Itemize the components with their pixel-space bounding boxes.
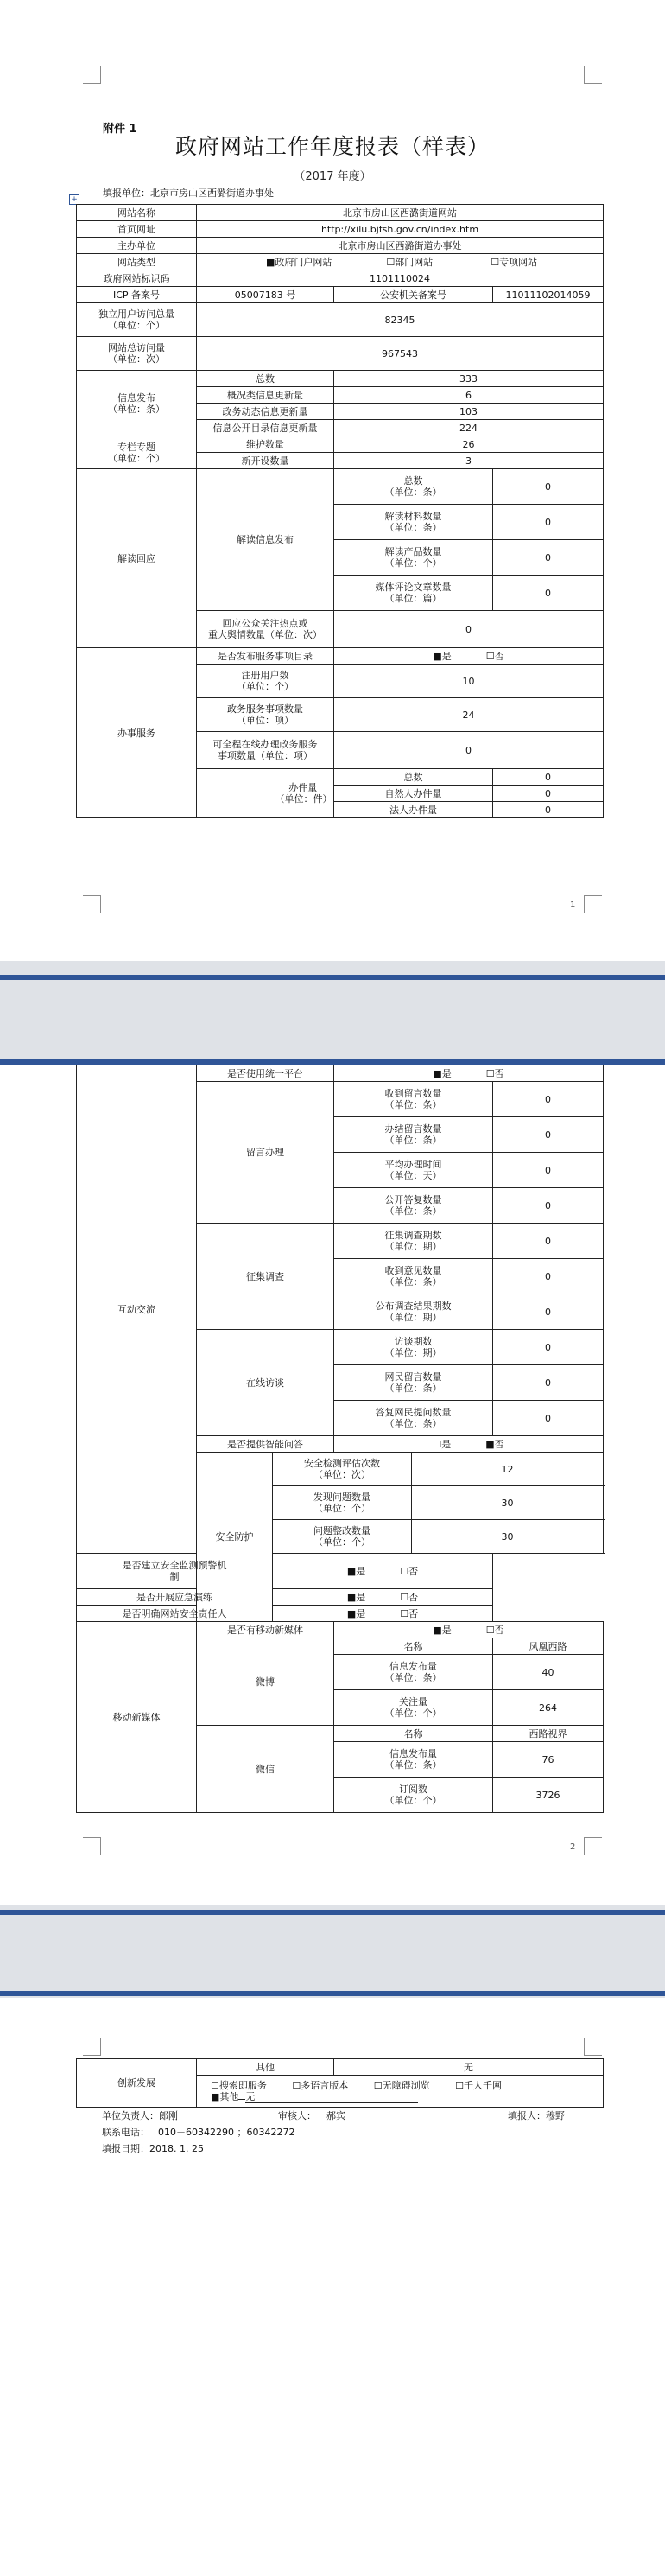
- section-info-release: 信息发布 （单位：条）: [77, 371, 197, 436]
- monitor-choice: [273, 1554, 493, 1589]
- crop-mark: [83, 1837, 101, 1855]
- section-columns: 专栏专题 （单位：个）: [77, 436, 197, 469]
- columns-new: 3: [334, 453, 604, 469]
- reviewer-name: 郝宾: [326, 2110, 345, 2121]
- section-interpret: 解读回应: [77, 469, 197, 648]
- search-service-checkbox[interactable]: ☐搜索即服务: [211, 2079, 267, 2091]
- yes-checkbox[interactable]: ☐是: [433, 1438, 452, 1450]
- survey-count: 0: [493, 1224, 604, 1259]
- msg-avg-time: 0: [493, 1153, 604, 1188]
- cell-label: 是否开展应急演练: [77, 1589, 273, 1606]
- cell-label: 关注量 （单位：个）: [334, 1690, 493, 1726]
- no-checkbox[interactable]: ☐否: [400, 1607, 419, 1619]
- page-separator: [0, 975, 665, 980]
- weibo-name: 凤凰西路: [493, 1638, 604, 1655]
- cell-label: 总数: [334, 769, 493, 786]
- info-total: 333: [334, 371, 604, 387]
- service-online: 0: [334, 732, 604, 769]
- talk-questions: 0: [493, 1365, 604, 1401]
- survey-opinions: 0: [493, 1259, 604, 1294]
- cell-label: 可全程在线办理政务服务 事项数量（单位：项）: [197, 732, 334, 769]
- police-number: 11011102014059: [493, 287, 604, 303]
- cell-label: 信息发布量 （单位：条）: [334, 1742, 493, 1778]
- cell-label: 解读材料数量 （单位：条）: [334, 505, 493, 540]
- report-table-2: [76, 1065, 604, 1813]
- head-name: 郎刚: [159, 2110, 178, 2121]
- cell-label: 答复网民提问数量 （单位：条）: [334, 1401, 493, 1436]
- handle-total: 0: [493, 769, 604, 786]
- yes-checkbox[interactable]: ■是: [346, 1607, 366, 1619]
- info-open: 224: [334, 420, 604, 436]
- security-fixed: 30: [412, 1520, 604, 1554]
- cell-label: 政务服务事项数量 （单位：项）: [197, 698, 334, 732]
- wechat-label: 微信: [197, 1726, 334, 1813]
- cell-label: 概况类信息更新量: [197, 387, 334, 404]
- crop-mark: [584, 66, 602, 84]
- cell-label: 订阅数 （单位：个）: [334, 1778, 493, 1813]
- page-separator: [0, 1991, 665, 1996]
- phone-value: 010－60342290 ；60342272: [158, 2127, 295, 2138]
- cell-label: 名称: [334, 1726, 493, 1742]
- cell-label: 网站名称: [77, 205, 197, 221]
- no-checkbox[interactable]: ☐否: [485, 650, 504, 662]
- cell-label: 是否有移动新媒体: [197, 1622, 334, 1638]
- page-title: 政府网站工作年度报表（样表）: [174, 134, 490, 159]
- page-1: [0, 0, 665, 961]
- cell-label: 网站类型: [77, 254, 197, 270]
- wechat-name: 西路视界: [493, 1726, 604, 1742]
- interpret-product: 0: [493, 540, 604, 576]
- cell-label: 政府网站标识码: [77, 270, 197, 287]
- page-number: 1: [570, 900, 576, 910]
- cell-label: 问题整改数量 （单位：个）: [273, 1520, 412, 1554]
- cell-label: 网站总访问量 （单位：次）: [77, 337, 197, 371]
- survey-label: 征集调查: [197, 1224, 334, 1330]
- crop-mark: [83, 2038, 101, 2056]
- type-special-checkbox[interactable]: ☐专项网站: [491, 256, 538, 268]
- cell-label: 是否明确网站安全责任人: [77, 1606, 273, 1622]
- page-number: 2: [570, 1842, 576, 1852]
- cell-label: 信息发布量 （单位：条）: [334, 1655, 493, 1690]
- cell-label: 是否发布服务事项目录: [197, 648, 334, 665]
- filler-label: 填报人：: [508, 2110, 546, 2121]
- no-checkbox[interactable]: ☐否: [485, 1067, 504, 1079]
- filing-unit-value: 北京市房山区西潞街道办事处: [150, 188, 274, 199]
- filler-name: 穆野: [546, 2110, 565, 2121]
- host-unit: 北京市房山区西潞街道办事处: [197, 238, 604, 254]
- cell-label: 是否建立安全监测预警机 制: [77, 1554, 273, 1589]
- no-checkbox[interactable]: ☐否: [485, 1624, 504, 1636]
- cell-label: 政务动态信息更新量: [197, 404, 334, 420]
- cell-label: 主办单位: [77, 238, 197, 254]
- cell-label: 独立用户访问总量 （单位：个）: [77, 303, 197, 337]
- section-innovation: 创新发展: [77, 2059, 197, 2108]
- date-label: 填报日期：: [102, 2143, 149, 2154]
- pv-total: 967543: [197, 337, 604, 371]
- home-url: http://xilu.bjfsh.gov.cn/index.htm: [197, 221, 604, 238]
- unified-platform-choice: [334, 1065, 604, 1082]
- site-name: 北京市房山区西潞街道网站: [197, 205, 604, 221]
- cell-label: 安全检测评估次数 （单位：次）: [273, 1453, 412, 1486]
- footer-head: [102, 2109, 178, 2122]
- handle-person: 0: [493, 786, 604, 802]
- section-security: 安全防护: [197, 1453, 273, 1622]
- footer-date: [102, 2141, 204, 2155]
- head-label: 单位负责人：: [102, 2110, 159, 2121]
- section-new-media: 移动新媒体: [77, 1622, 197, 1813]
- footer-reviewer: [278, 2109, 345, 2122]
- cell-label: 回应公众关注热点或 重大舆情数量（单位：次）: [197, 611, 334, 648]
- appendix-label: 附件 1: [103, 123, 137, 136]
- info-policy: 103: [334, 404, 604, 420]
- page-3: [0, 1998, 665, 2576]
- type-gov-portal-checkbox[interactable]: ■政府门户网站: [266, 256, 332, 268]
- talk-count: 0: [493, 1330, 604, 1365]
- cell-label: 法人办件量: [334, 802, 493, 818]
- type-dept-checkbox[interactable]: ☐部门网站: [386, 256, 434, 268]
- drill-choice: [273, 1589, 493, 1606]
- no-checkbox[interactable]: ☐否: [400, 1565, 419, 1577]
- filing-unit-label: 填报单位：: [103, 188, 150, 199]
- footer-phone: [102, 2125, 294, 2139]
- service-users: 10: [334, 665, 604, 698]
- interpret-hot: 0: [334, 611, 604, 648]
- other-checkbox[interactable]: ■其他: [211, 2090, 239, 2102]
- cell-label: 发现问题数量 （单位：个）: [273, 1486, 412, 1520]
- cell-label: 办结留言数量 （单位：条）: [334, 1117, 493, 1153]
- footer-filler: [508, 2109, 565, 2122]
- report-year: （2017 年度）: [294, 170, 371, 183]
- responsible-choice: [273, 1606, 493, 1622]
- cell-label: 媒体评论文章数量 （单位：篇）: [334, 576, 493, 611]
- multi-language-checkbox[interactable]: ☐多语言版本: [292, 2079, 349, 2091]
- yes-checkbox[interactable]: ■是: [433, 1624, 452, 1636]
- cell-label: 注册用户数 （单位：个）: [197, 665, 334, 698]
- cell-label: 其他: [197, 2059, 334, 2076]
- cell-label: 维护数量: [197, 436, 334, 453]
- columns-maintain: 26: [334, 436, 604, 453]
- icp-number: 05007183 号: [197, 287, 334, 303]
- cell-label: 访谈期数 （单位：期）: [334, 1330, 493, 1365]
- cell-label: 总数: [197, 371, 334, 387]
- cell-label: 征集调查期数 （单位：期）: [334, 1224, 493, 1259]
- cell-label: 名称: [334, 1638, 493, 1655]
- table-move-handle-icon[interactable]: +: [69, 194, 79, 205]
- crop-mark: [83, 895, 101, 913]
- msg-received: 0: [493, 1082, 604, 1117]
- weibo-posts: 40: [493, 1655, 604, 1690]
- survey-results: 0: [493, 1294, 604, 1330]
- reviewer-label: 审核人：: [278, 2110, 316, 2121]
- cell-label: 平均办理时间 （单位：天）: [334, 1153, 493, 1188]
- filing-unit: [103, 186, 274, 200]
- wechat-subscribers: 3726: [493, 1778, 604, 1813]
- crop-mark: [83, 66, 101, 84]
- cell-label: 新开设数量: [197, 453, 334, 469]
- page-separator: [0, 1910, 665, 1915]
- crop-mark: [584, 2038, 602, 2056]
- innovation-options: [197, 2076, 604, 2108]
- yes-checkbox[interactable]: ■是: [346, 1591, 366, 1603]
- service-items: 24: [334, 698, 604, 732]
- talk-answers: 0: [493, 1401, 604, 1436]
- interpret-media: 0: [493, 576, 604, 611]
- cell-label: 收到意见数量 （单位：条）: [334, 1259, 493, 1294]
- cell-label: 是否提供智能问答: [197, 1436, 334, 1453]
- site-type: [197, 254, 604, 270]
- page-gap: [0, 1905, 665, 1998]
- interpret-material: 0: [493, 505, 604, 540]
- yes-checkbox[interactable]: ■是: [346, 1565, 366, 1577]
- msg-done: 0: [493, 1117, 604, 1153]
- service-catalog-choice: [334, 648, 604, 665]
- security-found: 30: [412, 1486, 604, 1520]
- crop-mark: [584, 1837, 602, 1855]
- phone-label: 联系电话：: [102, 2127, 149, 2138]
- handle-legal: 0: [493, 802, 604, 818]
- service-handle-label: 办件量 （单位：件）: [273, 769, 334, 818]
- cell-label: 自然人办件量: [334, 786, 493, 802]
- report-table-1: [76, 204, 604, 818]
- section-service: 办事服务: [77, 648, 197, 818]
- security-eval: 12: [412, 1453, 604, 1486]
- cell-label: 总数 （单位：条）: [334, 469, 493, 505]
- other-value: 无: [245, 2091, 418, 2103]
- crop-mark: [584, 895, 602, 913]
- accessibility-checkbox[interactable]: ☐无障碍浏览: [373, 2079, 430, 2091]
- uv-total: 82345: [197, 303, 604, 337]
- cell-label: 是否使用统一平台: [197, 1065, 334, 1082]
- cell-label: 收到留言数量 （单位：条）: [334, 1082, 493, 1117]
- info-overview: 6: [334, 387, 604, 404]
- cell-label: 公开答复数量 （单位：条）: [334, 1188, 493, 1224]
- interpret-sub-label: 解读信息发布: [197, 469, 334, 611]
- cell-label: 信息公开目录信息更新量: [197, 420, 334, 436]
- weibo-label: 微博: [197, 1638, 334, 1726]
- no-checkbox[interactable]: ☐否: [400, 1591, 419, 1603]
- page-2: [0, 1065, 665, 1905]
- smart-qa-choice: [334, 1436, 604, 1453]
- section-interaction: 互动交流: [77, 1065, 197, 1554]
- site-id: 1101110024: [197, 270, 604, 287]
- innovation-other-value: 无: [334, 2059, 604, 2076]
- interpret-total: 0: [493, 469, 604, 505]
- yes-checkbox[interactable]: ■是: [433, 650, 452, 662]
- cell-label: 解读产品数量 （单位：个）: [334, 540, 493, 576]
- cell-label: 网民留言数量 （单位：条）: [334, 1365, 493, 1401]
- personalized-checkbox[interactable]: ☐千人千网: [455, 2079, 502, 2091]
- cell-label: 公布调查结果期数 （单位：期）: [334, 1294, 493, 1330]
- wechat-posts: 76: [493, 1742, 604, 1778]
- cell-label: 首页网址: [77, 221, 197, 238]
- weibo-followers: 264: [493, 1690, 604, 1726]
- no-checkbox[interactable]: ■否: [485, 1438, 504, 1450]
- cell-label: ICP 备案号: [77, 287, 197, 303]
- online-talk-label: 在线访谈: [197, 1330, 334, 1436]
- cell-label: 公安机关备案号: [334, 287, 493, 303]
- date-value: 2018. 1. 25: [149, 2143, 204, 2154]
- msg-public: 0: [493, 1188, 604, 1224]
- new-media-choice: [334, 1622, 604, 1638]
- yes-checkbox[interactable]: ■是: [433, 1067, 452, 1079]
- report-table-3: [76, 2058, 604, 2108]
- msg-handling-label: 留言办理: [197, 1082, 334, 1224]
